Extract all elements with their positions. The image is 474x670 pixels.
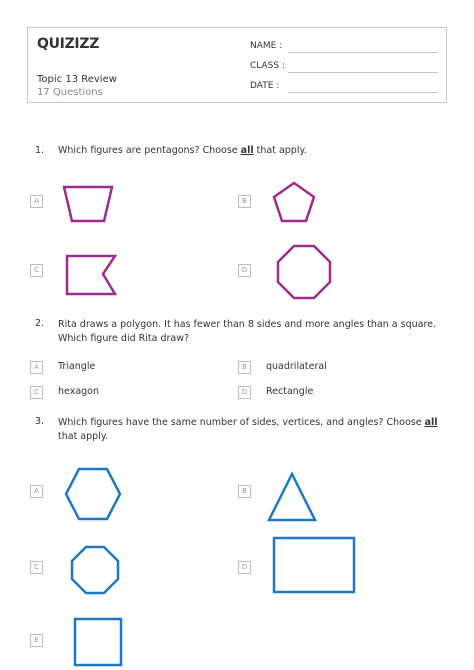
question-3-text xyxy=(58,416,438,444)
question-1-text-a: Which figures are pentagons? Choose xyxy=(58,145,241,156)
question-count: 17 Questions xyxy=(37,87,103,98)
question-3-text-a: Which figures have the same number of sides, vertices, and angles? Choose xyxy=(58,417,425,428)
topic-title: Topic 13 Review xyxy=(37,74,117,85)
q3-option-c[interactable]: C xyxy=(30,561,43,574)
q2-option-c-label: hexagon xyxy=(58,386,100,397)
class-field[interactable] xyxy=(250,61,285,71)
question-3-text-b: that apply. xyxy=(58,431,109,442)
q2-option-a[interactable]: A xyxy=(30,361,43,374)
q2-option-a-label: Triangle xyxy=(58,361,96,372)
square-icon xyxy=(73,617,123,667)
q1-option-c[interactable]: C xyxy=(30,264,43,277)
octagon-icon xyxy=(276,244,332,300)
worksheet-header xyxy=(27,27,447,103)
name-label: NAME : xyxy=(250,41,283,51)
question-1-text-b: that apply. xyxy=(253,145,307,156)
q2-option-d-label: Rectangle xyxy=(266,386,314,397)
q1-option-d[interactable]: D xyxy=(238,264,251,277)
quizizz-logo: QUIZIZZ xyxy=(37,36,100,52)
notched-rectangle-icon xyxy=(65,254,117,296)
date-field[interactable] xyxy=(250,81,279,91)
question-1-number: 1. xyxy=(35,145,45,156)
class-label: CLASS : xyxy=(250,61,285,71)
name-field[interactable] xyxy=(250,41,282,51)
octagon-icon xyxy=(70,545,120,595)
class-line xyxy=(288,72,438,73)
q3-option-e[interactable]: E xyxy=(30,634,43,647)
question-1-emphasis: all xyxy=(240,145,254,156)
rectangle-icon xyxy=(272,536,356,594)
question-3-emphasis: all xyxy=(424,417,438,428)
trapezoid-icon xyxy=(62,185,114,223)
q2-option-d[interactable]: D xyxy=(238,386,251,399)
name-line xyxy=(288,52,438,53)
hexagon-icon xyxy=(64,467,122,521)
q1-option-b[interactable]: B xyxy=(238,195,251,208)
question-2-number: 2. xyxy=(35,318,45,329)
q2-option-b-label: quadrilateral xyxy=(266,361,327,372)
question-1-text xyxy=(58,145,438,156)
question-2-text: Rita draws a polygon. It has fewer than 8 sides and more angles than a square. Which figure did Rita draw? xyxy=(58,319,437,344)
date-line xyxy=(288,92,438,93)
q3-option-b[interactable]: B xyxy=(238,485,251,498)
q2-option-b[interactable]: B xyxy=(238,361,251,374)
question-3-number: 3. xyxy=(35,416,45,427)
q2-option-c[interactable]: C xyxy=(30,386,43,399)
q3-option-a[interactable]: A xyxy=(30,485,43,498)
q1-option-a[interactable]: A xyxy=(30,195,43,208)
q3-option-d[interactable]: D xyxy=(238,561,251,574)
pentagon-icon xyxy=(272,181,316,223)
date-label: DATE : xyxy=(250,81,280,91)
triangle-icon xyxy=(267,472,317,522)
